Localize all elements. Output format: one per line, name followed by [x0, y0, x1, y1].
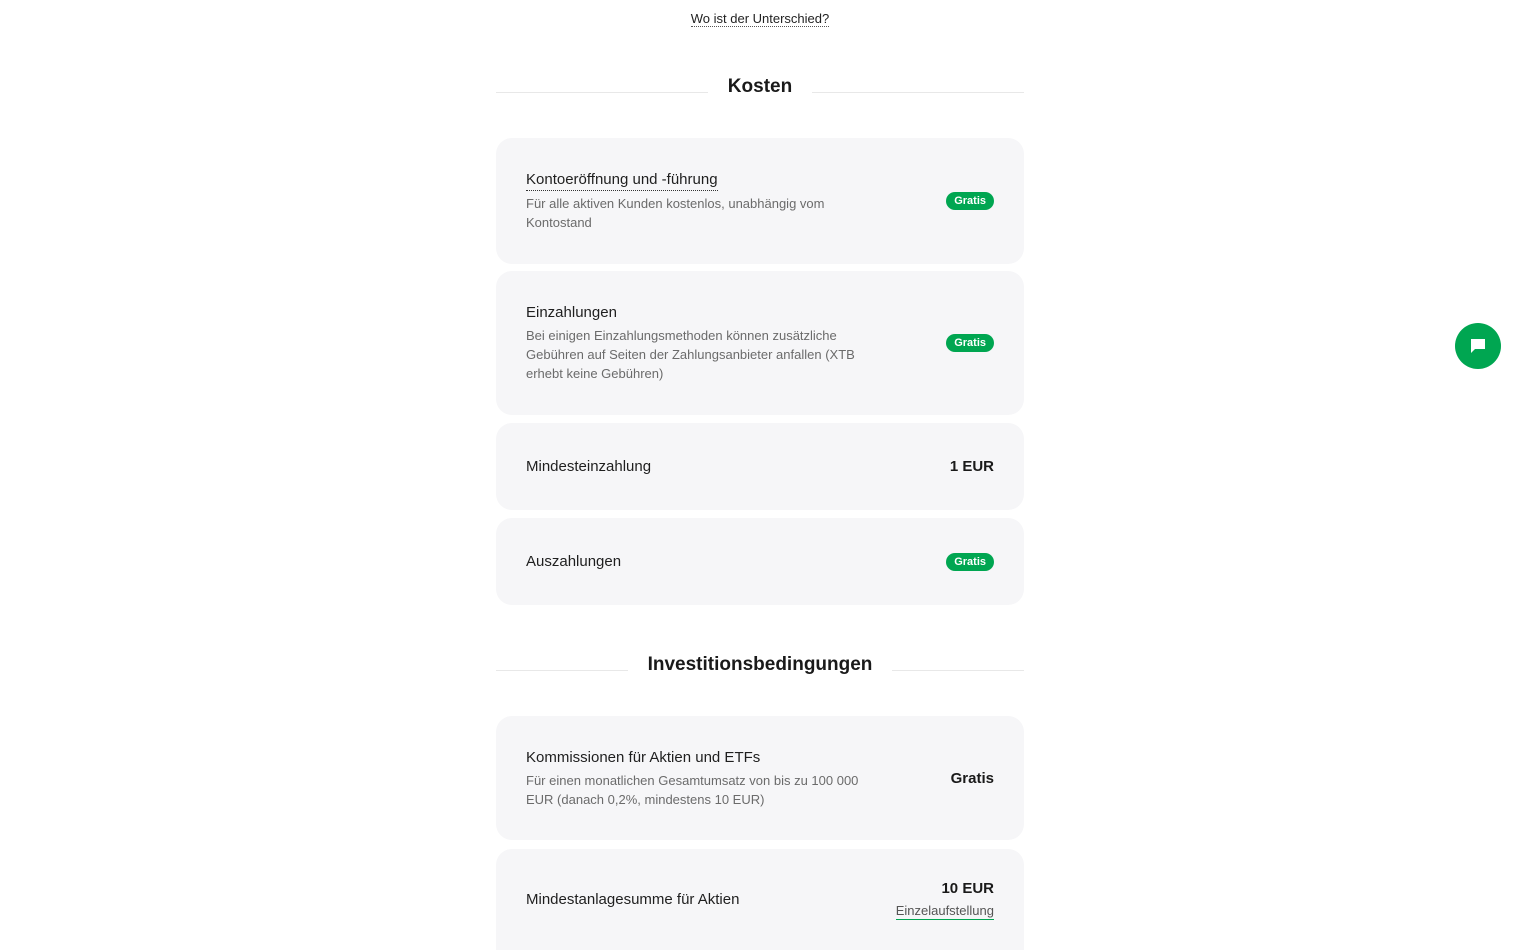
min-amount-label: Mindestanlagesumme für Aktien — [526, 890, 740, 908]
min-deposit-label: Mindesteinzahlung — [526, 457, 652, 475]
free-badge: Gratis — [946, 334, 994, 352]
min-amount-value: 10 EUR — [941, 879, 994, 897]
commissions-description: Für einen monatlichen Gesamtumsatz von bis zu 100 000 EUR (danach 0,2%, mindestens 10 EUR) — [526, 772, 859, 807]
breakdown-link[interactable]: Einzelaufstellung — [895, 902, 994, 918]
free-badge: Gratis — [946, 553, 994, 571]
cost-card-min-deposit — [496, 423, 1024, 510]
commissions-value: Gratis — [950, 769, 994, 787]
heading-divider-left — [496, 92, 708, 93]
difference-link-wrapper — [0, 10, 1520, 27]
cost-card-withdrawals — [496, 518, 1024, 605]
investment-heading — [496, 650, 1024, 680]
heading-divider-right — [812, 92, 1024, 93]
difference-link[interactable]: Wo ist der Unterschied? — [690, 11, 830, 26]
chat-bubble-icon — [1469, 337, 1487, 355]
cost-card-deposits — [496, 271, 1024, 415]
deposits-description: Bei einigen Einzahlungsmethoden können zusätzliche Gebühren auf Seiten der Zahlungsanbieter anfallen (XTB erhebt keine Gebühren) — [526, 328, 855, 381]
heading-divider-left — [496, 670, 628, 671]
investment-title: Investitionsbedingungen — [647, 654, 873, 675]
min-amount-value-group — [896, 880, 994, 920]
investment-card-commissions — [496, 716, 1024, 840]
cost-card-account — [496, 138, 1024, 264]
costs-title: Kosten — [727, 76, 793, 97]
free-badge: Gratis — [946, 192, 994, 210]
investment-card-min-amount — [496, 849, 1024, 950]
costs-heading — [496, 72, 1024, 102]
withdrawals-label: Auszahlungen — [526, 552, 622, 570]
deposits-label: Einzahlungen — [526, 304, 617, 321]
heading-divider-right — [892, 670, 1024, 671]
account-description: Für alle aktiven Kunden kostenlos, unabhängig vom Kontostand — [526, 196, 825, 230]
commissions-label: Kommissionen für Aktien und ETFs — [526, 748, 761, 766]
account-label[interactable]: Kontoeröffnung und -führung — [526, 170, 718, 191]
chat-button[interactable] — [1455, 323, 1501, 369]
min-deposit-value: 1 EUR — [949, 458, 994, 475]
